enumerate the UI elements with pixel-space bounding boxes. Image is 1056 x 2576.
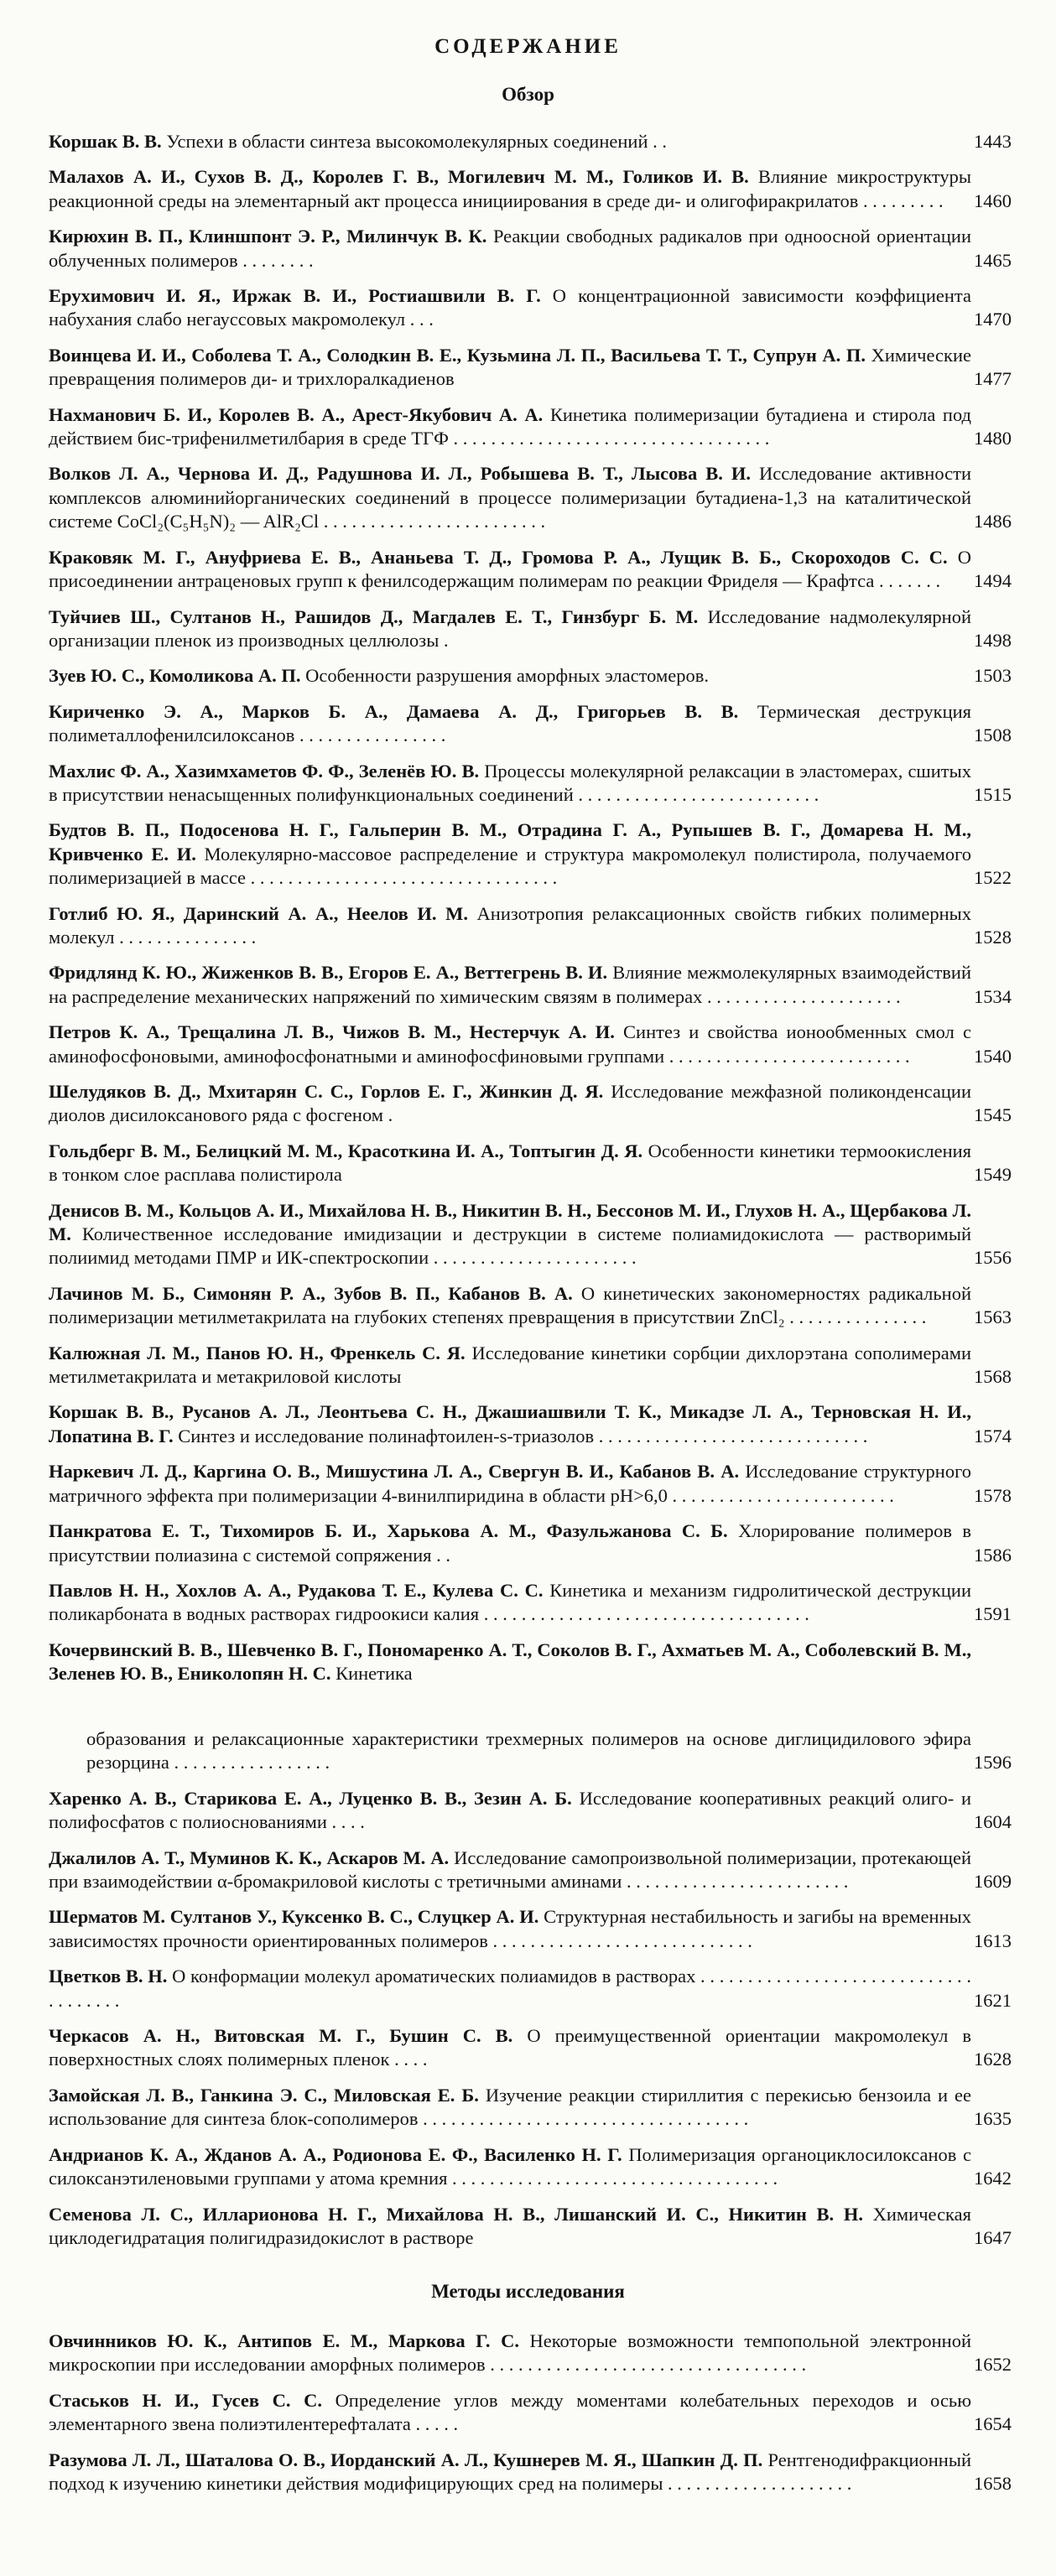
toc-entry-authors: Павлов Н. Н., Хохлов А. А., Рудакова Т. Е., Кулева С. С.: [49, 1579, 544, 1601]
toc-entry-authors: Харенко А. В., Старикова Е. А., Луценко В. В., Зезин А. Б.: [49, 1787, 572, 1809]
toc-entry-title: Особенности кинетики термоокисления в тонком слое расплава полистирола: [49, 1140, 972, 1186]
toc-entry-authors: Коршак В. В., Русанов А. Л., Леонтьева С. Н., Джашиашвили Т. К., Микадзе Л. А., Терновская Н. И., Лопатина В. Г.: [49, 1401, 971, 1446]
toc-entry-page: 1460: [974, 190, 1012, 211]
toc-entry: [49, 1787, 1051, 1835]
toc-entry-title: Химическая циклодегидратация полигидразидокислот в растворе: [49, 2203, 971, 2248]
toc-entry: [49, 1639, 1051, 1686]
toc-entry-authors: Кочервинский В. В., Шевченко В. Г., Пономаренко А. Т., Соколов В. Г., Ахматьев М. А., Соболевский В. М., Зеленев Ю. В., Ениколопян Н. С.: [49, 1639, 971, 1685]
toc-entry-page: 1586: [974, 1544, 1012, 1566]
toc-entry-page: 1647: [974, 2226, 1012, 2248]
toc-entry: [49, 1965, 1051, 2012]
toc-entry-page: 1549: [974, 1164, 1012, 1186]
toc-entry-authors: Фридлянд К. Ю., Жиженков В. В., Егоров Е. А., Веттегрень В. И.: [49, 962, 608, 984]
toc-entry-title: О кинетических закономерностях радикальной полимеризации метилметакрилата на глубоких степенях превращения в присутствии ZnCl₂ . . . . . . . . . . . . . . .: [49, 1282, 972, 1328]
toc-entry-title: Определение углов между моментами колебательных переходов и осью элементарного звена полиэтилентерефталата . . . . .: [49, 2389, 972, 2435]
toc-entry-title: О присоединении антраценовых групп к фенилсодержащим полимерам по реакции Фриделя — Крафтса . . . . . . .: [49, 546, 971, 592]
toc-entry-title: Исследование кооперативных реакций олиго- и полифосфатов с полиоснованиями . . . .: [49, 1787, 971, 1833]
toc-entry-title: Реакции свободных радикалов при одноосной ориентации облученных полимеров . . . . . . . .: [49, 226, 971, 271]
toc-entry-page: 1443: [974, 131, 1012, 152]
toc-entry-title: Количественное исследование имидизации и деструкции в системе полиамидокислота — растворимый полиимид методами ПМР и ИК-спектроскопии . . . . . . . . . . . . . . . . . . . . . .: [49, 1223, 971, 1269]
toc-entry-authors: Лачинов М. Б., Симонян Р. А., Зубов В. П., Кабанов В. А.: [49, 1282, 573, 1304]
toc-entry-page: 1635: [974, 2108, 1012, 2130]
toc-entry: [49, 225, 1051, 273]
toc-entry-page: 1574: [974, 1425, 1012, 1446]
toc-entry-page: 1578: [974, 1484, 1012, 1506]
toc-entry-authors: Замойская Л. В., Ганкина Э. С., Миловская Е. Б.: [49, 2084, 479, 2106]
toc-entry-page: 1652: [974, 2354, 1012, 2376]
toc-entry-authors: Готлиб Ю. Я., Даринский А. А., Неелов И. М.: [49, 902, 468, 924]
toc-entry-authors: Семенова Л. С., Илларионова Н. Г., Михайлова Н. В., Лишанский И. С., Никитин В. Н.: [49, 2203, 863, 2225]
toc-entry-page: 1486: [974, 511, 1012, 532]
toc-entry-authors: Калюжная Л. М., Панов Ю. Н., Френкель С. Я.: [49, 1342, 466, 1363]
toc-entry-page: 1654: [974, 2413, 1012, 2435]
toc-entry-title: Особенности разрушения аморфных эластомеров.: [305, 665, 709, 687]
toc-entry-authors: Черкасов А. Н., Витовская М. Г., Бушин С. В.: [49, 2025, 513, 2047]
toc-entry-authors: Нахманович Б. И., Королев В. А., Арест-Якубович А. А.: [49, 403, 544, 425]
toc-entry-authors: Ерухимович И. Я., Иржак В. И., Ростиашвили В. Г.: [49, 285, 541, 307]
toc-entry-title: Исследование активности комплексов алюминийорганических соединений в процессе полимеризации бутадиена-1,3 на каталитической системе CoCl₂(C₅H₅N)₂ — AlR₂Cl . . . . . . . . . . . . . . . . . . . . . . . .: [49, 463, 972, 532]
toc-entry-page: 1508: [974, 724, 1012, 746]
toc-entry-authors: Разумова Л. Л., Шаталова О. В., Иорданский А. Л., Кушнерев М. Я., Шапкин Д. П.: [49, 2449, 763, 2470]
toc-entry-page: 1545: [974, 1104, 1012, 1126]
toc-entry: [49, 1282, 1051, 1330]
toc-entry-page: 1470: [974, 309, 1012, 330]
page-title: СОДЕРЖАНИЕ: [434, 35, 622, 58]
toc-entry-authors: Цветков В. Н.: [49, 1966, 168, 1987]
toc-entry-authors: Кирюхин В. П., Клиншпонт Э. Р., Милинчук В. К.: [49, 226, 487, 247]
toc-entry-page: 1528: [974, 926, 1012, 948]
toc-entry-title: Кинетика полимеризации бутадиена и стирола под действием бис-трифенилметилбария в среде ТГФ . . . . . . . . . . . . . . . . . . . . . . . . . . . . . . . . . .: [49, 403, 971, 449]
toc-entry-title: Кинетика и механизм гидролитической деструкции поликарбоната в водных растворах гидроокиси калия . . . . . . . . . . . . . . . . . . . . . . . . . . . . . . . . . . .: [49, 1579, 971, 1625]
toc-entry-authors: Джалилов А. Т., Муминов К. К., Аскаров М. А.: [49, 1846, 450, 1868]
toc-entry: [49, 664, 1051, 688]
toc-entry-authors: Краковяк М. Г., Ануфриева Е. В., Ананьева Т. Д., Громова Р. А., Лущик В. Б., Скороходов С. С.: [49, 546, 948, 568]
toc-entry-page: 1480: [974, 428, 1012, 449]
section-title-review: Обзор: [502, 84, 554, 105]
toc-entry: [49, 902, 1051, 950]
toc-entry-title: Анизотропия релаксационных свойств гибких полимерных молекул . . . . . . . . . . . . . . .: [49, 902, 971, 948]
toc-entry: [49, 2203, 1051, 2251]
toc-entry-authors: Волков Л. А., Чернова И. Д., Радушнова И. Л., Робышева В. Т., Лысова В. И.: [49, 463, 751, 485]
toc-entry-page: 1613: [974, 1929, 1012, 1951]
toc-entry-title: Изучение реакции стириллития с перекисью бензоила и ее использование для синтеза блок-сополимеров . . . . . . . . . . . . . . . . . . . . . . . . . . . . . . . . . . .: [49, 2084, 972, 2130]
toc-entry-page: 1621: [974, 1989, 1012, 2011]
toc-entry-page: 1477: [974, 368, 1012, 390]
toc-entry-title: Влияние межмолекулярных взаимодействий на распределение механических напряжений по химическим связям в полимерах . . . . . . . . . . . . . . . . . . . . .: [49, 962, 971, 1007]
toc-entry: [49, 818, 1051, 890]
toc-entry-authors: Будтов В. П., Подосенова Н. Г., Гальперин В. М., Отрадина Г. А., Рупышев В. Г., Домарева Н. М., Кривченко Е. И.: [49, 819, 971, 865]
toc-entry: [49, 1400, 1051, 1448]
toc-entry-authors: Стаськов Н. И., Гусев С. С.: [49, 2389, 322, 2411]
toc-entry: [49, 344, 1051, 392]
toc-entry: [49, 546, 1051, 594]
toc-entry-page: 1522: [974, 867, 1012, 889]
toc-entry: [49, 1905, 1051, 1953]
toc-entry: [49, 1342, 1051, 1389]
toc-entry-title: О концентрационной зависимости коэффициента набухания слабо негауссовых макромолекул . . .: [49, 285, 972, 330]
toc-entry: [49, 1021, 1051, 1068]
toc-entry: [49, 1080, 1051, 1128]
toc-entry: [49, 961, 1051, 1009]
toc-entry-page: 1515: [974, 783, 1012, 805]
toc-entry: [49, 1460, 1051, 1508]
toc-entry-page: 1609: [974, 1871, 1012, 1893]
toc-entry: [49, 605, 1051, 653]
toc-entry-title: Некоторые возможности темпопольной электронной микроскопии при исследовании аморфных полимеров . . . . . . . . . . . . . . . . . . . . . . . . . . . . . . . . . .: [49, 2330, 972, 2376]
toc-entry-page: 1568: [974, 1366, 1012, 1388]
toc-entry-authors: Коршак В. В.: [49, 131, 162, 152]
toc-entry-title: Исследование надмолекулярной организации пленок из производных целлюлозы .: [49, 605, 972, 651]
toc-entry: [49, 462, 1051, 533]
toc-entry: [49, 1727, 1051, 1775]
toc-entry-authors: Гольдберг В. М., Белицкий М. М., Красоткина И. А., Топтыгин Д. Я.: [49, 1140, 643, 1161]
toc-entry-title: Синтез и исследование полинафтоилен-s-триазолов . . . . . . . . . . . . . . . . . . . . . . . . . . . . .: [178, 1425, 868, 1446]
toc-entry-title: О конформации молекул ароматических полиамидов в растворах . . . . . . . . . . . . . . . . . . . . . . . . . . . . . . . . . . . . .: [49, 1966, 971, 2011]
toc-entry: [49, 1140, 1051, 1187]
toc-entry-title: Успехи в области синтеза высокомолекулярных соединений . .: [166, 131, 667, 152]
toc-entry-authors: Овчинников Ю. К., Антипов Е. М., Маркова Г. С.: [49, 2330, 519, 2351]
toc-entry-title: Кинетика: [336, 1663, 413, 1685]
toc-entry: [49, 165, 1051, 213]
toc-entry: [49, 1846, 1051, 1894]
toc-entry-authors: Малахов А. И., Сухов В. Д., Королев Г. В., Могилевич М. М., Голиков И. В.: [49, 166, 749, 188]
toc-entry: [49, 1519, 1051, 1567]
toc-entry-authors: Панкратова Е. Т., Тихомиров Б. И., Харькова А. М., Фазульжанова С. Б.: [49, 1520, 728, 1542]
toc-entry-title: О преимущественной ориентации макромолекул в поверхностных слоях полимерных пленок . . . .: [49, 2025, 971, 2070]
toc-entry: [49, 1199, 1051, 1270]
toc-entry-title: Химические превращения полимеров ди- и трихлорaлкадиенов: [49, 344, 971, 390]
toc-entry-title: Полимеризация органоциклосилоксанов с силоксанэтиленовыми группами у атома кремния . . . . . . . . . . . . . . . . . . . . . . . . . . . . . . . . . . .: [49, 2143, 971, 2189]
toc-entry-title: Молекулярно-массовое распределение и структура макромолекул полистирола, получаемого полимеризацией в массе . . . . . . . . . . . . . . . . . . . . . . . . . . . . . . . . .: [49, 843, 972, 889]
toc-entry-page: 1658: [974, 2473, 1012, 2495]
toc-entry-page: 1642: [974, 2168, 1012, 2189]
toc-entry-page: 1596: [974, 1752, 1012, 1774]
toc-entry: [49, 2084, 1051, 2132]
toc-entry-authors: Наркевич Л. Д., Каргина О. В., Мишустина Л. А., Свергун В. И., Кабанов В. А.: [49, 1461, 740, 1483]
toc-entry-title: Структурная нестабильность и загибы на временных зависимостях прочности ориентированных полимеров . . . . . . . . . . . . . . . . . . . . . . . . . . . .: [49, 1906, 971, 1951]
toc-entry-page: 1604: [974, 1811, 1012, 1833]
toc-entry: [49, 2024, 1051, 2072]
toc-column-1: [49, 130, 1051, 1698]
toc-entry: [49, 2449, 1051, 2496]
toc-entry-authors: Денисов В. М., Кольцов А. И., Михайлова Н. В., Никитин В. Н., Бессонов М. И., Глухов Н. А., Щербакова Л. М.: [49, 1199, 971, 1245]
toc-column-3: [49, 2329, 1051, 2507]
toc-entry-page: 1628: [974, 2049, 1012, 2070]
toc-entry-title: Исследование самопроизвольной полимеризации, протекающей при взаимодействии α-бромакриловой кислоты с третичными аминами . . . . . . . . . . . . . . . . . . . . . . . .: [49, 1846, 971, 1893]
toc-entry-title: Синтез и свойства ионообменных смол с аминофосфоновыми, аминофосфонатными и аминофосфиновыми группами . . . . . . . . . . . . . . . . . . . . . . . . . .: [49, 1021, 972, 1067]
toc-entry-page: 1494: [974, 570, 1012, 592]
toc-entry-page: 1563: [974, 1306, 1012, 1328]
toc-entry-page: 1503: [974, 665, 1012, 687]
toc-column-2: [49, 1727, 1051, 2262]
toc-entry-title: Исследование структурного матричного эффекта при полимеризации 4-винилпиридина в области pH>6,0 . . . . . . . . . . . . . . . . . . . . . . . .: [49, 1461, 972, 1506]
toc-entry-authors: Кириченко Э. А., Марков Б. А., Дамаева А. Д., Григорьев В. В.: [49, 700, 739, 722]
toc-entry: [49, 2329, 1051, 2377]
toc-entry: [49, 130, 1051, 153]
toc-entry-title: Исследование кинетики сорбции дихлорэтана сополимерами метилметакрилата и метакриловой кислоты: [49, 1342, 972, 1388]
toc-entry: [49, 700, 1051, 748]
toc-entry-title: Рентгенодифракционный подход к изучению кинетики действия модифицирующих сред на полимеры . . . . . . . . . . . . . . . . . . . .: [49, 2449, 971, 2495]
toc-entry-authors: Шерматов М. Султанов У., Куксенко В. С., Слуцкер А. И.: [49, 1906, 539, 1928]
toc-entry-page: 1540: [974, 1045, 1012, 1067]
toc-entry-page: 1498: [974, 629, 1012, 651]
toc-entry-page: 1465: [974, 249, 1012, 271]
toc-entry-title: Хлорирование полимеров в присутствии полиазина с системой сопряжения . .: [49, 1520, 971, 1566]
toc-entry-title: Исследование межфазной поликонденсации диолов дисилоксанового ряда с фосгеном .: [49, 1081, 971, 1126]
toc-entry: [49, 1579, 1051, 1627]
toc-entry-authors: Махлис Ф. А., Хазимхаметов Ф. Ф., Зеленёв Ю. В.: [49, 760, 480, 782]
toc-entry: [49, 2143, 1051, 2191]
toc-entry: [49, 403, 1051, 451]
toc-entry-authors: Туйчиев Ш., Султанов Н., Рашидов Д., Магдалев Е. Т., Гинзбург Б. М.: [49, 605, 699, 627]
toc-entry: [49, 284, 1051, 332]
toc-entry: [49, 760, 1051, 808]
toc-entry-page: 1591: [974, 1603, 1012, 1625]
toc-entry-title: образования и релаксационные характеристики трехмерных полимеров на основе диглицидилового эфира резорцина . . . . . . . . . . . . . . . . .: [86, 1728, 971, 1774]
toc-entry-title: Процессы молекулярной релаксации в эластомерах, сшитых в присутствии ненасыщенных полифункциональных соединений . . . . . . . . . . . . . . . . . . . . . . . . . .: [49, 760, 971, 805]
toc-entry-authors: Шелудяков В. Д., Мхитарян С. С., Горлов Е. Г., Жинкин Д. Я.: [49, 1081, 604, 1102]
section-title-methods: Методы исследования: [431, 2281, 625, 2302]
toc-entry-title: Влияние микроструктуры реакционной среды на элементарный акт процесса инициирования в среде ди- и олигофиракрилатов . . . . . . . . .: [49, 166, 971, 211]
toc-entry-authors: Воинцева И. И., Соболева Т. А., Солодкин В. Е., Кузьмина Л. П., Васильева Т. Т., Супрун А. П.: [49, 344, 866, 366]
toc-entry-title: Термическая деструкция полиметаллофенилсилоксанов . . . . . . . . . . . . . . . .: [49, 700, 972, 746]
toc-entry-authors: Андрианов К. А., Жданов А. А., Родионова Е. Ф., Василенко Н. Г.: [49, 2143, 622, 2165]
toc-entry-page: 1534: [974, 985, 1012, 1007]
toc-entry-authors: Зуев Ю. С., Комоликова А. П.: [49, 665, 301, 687]
toc-entry-authors: Петров К. А., Трещалина Л. В., Чижов В. М., Нестерчук А. И.: [49, 1021, 615, 1043]
toc-entry: [49, 2389, 1051, 2437]
toc-entry-page: 1556: [974, 1247, 1012, 1269]
